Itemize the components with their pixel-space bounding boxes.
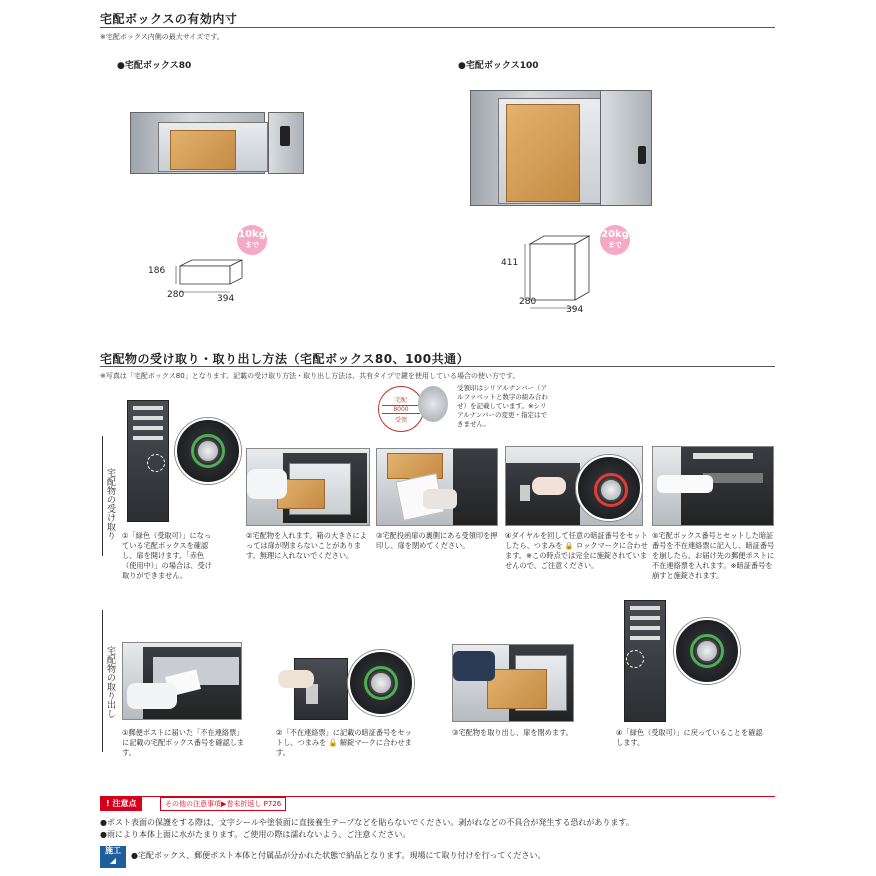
box80-depth: 280	[167, 290, 185, 300]
construction-note: ●宅配ボックス、郵便ポスト本体と付属品が分かれた状態で納品となります。現場にて取り付けを行ってください。	[131, 851, 546, 860]
stamp-top: 宅配	[394, 397, 407, 404]
stamp-number: 8000	[382, 405, 420, 414]
caution-label: 注意点	[112, 799, 137, 808]
caution-bullet-1: ●ポスト表面の保護をする際は、文字シールや塗装面に直接養生テープなどを貼らないでください。剥がれなどの不具合が発生する恐れがあります。	[100, 818, 634, 827]
receive-step1-zoom	[175, 418, 241, 484]
box100-carton	[506, 104, 580, 202]
box80-lock-icon	[280, 126, 290, 146]
box100-depth: 280	[519, 297, 537, 307]
section1-title: 宅配ボックスの有効内寸	[100, 12, 238, 26]
receive-step2-photo	[246, 448, 370, 526]
box80-weight-unit: まで	[245, 241, 259, 249]
section2-note: ※写真は「宅配ボックス80」となります。記載の受け取り方法・取り出し方法は、共有タイプで鍵を使用している場合の使い方です。	[100, 372, 520, 380]
takeout-step4-photo	[620, 600, 744, 724]
stamp-tool-photo	[418, 386, 448, 422]
receive-step5-photo	[652, 446, 774, 526]
takeout-label: 宅配物の取り出し	[105, 646, 115, 718]
stamp-bottom: 受領	[394, 417, 407, 424]
takeout-step3-photo	[452, 644, 574, 722]
receive-step1-caption: ①「緑色（受取可）」になっている宅配ボックスを確認し、扉を開けます。「赤色（使用中）」の場合は、受け取りができません。	[122, 531, 212, 580]
caution-icon: !	[106, 799, 110, 808]
box100-height: 411	[501, 258, 519, 268]
receive-step3-photo	[376, 448, 498, 526]
construction-tag	[100, 846, 126, 868]
box80-name: ●宅配ボックス80	[117, 61, 192, 71]
receive-label: 宅配物の受け取り	[105, 468, 115, 540]
caution-label-box	[100, 796, 142, 811]
receive-step4-zoom	[576, 455, 642, 521]
box80-carton	[170, 130, 236, 170]
dial-icon	[196, 439, 220, 463]
box80-dimension-diagram	[160, 258, 270, 308]
stamp-description: 受領印はシリアルナンバー（アルファベットと数字の組み合わせ）を記載しています。※シリアルナンバーの変更・指定はできません。	[457, 384, 548, 428]
takeout-step2-zoom	[348, 650, 414, 716]
receive-step4-photo	[505, 446, 643, 526]
receive-step4-caption: ④ダイヤルを回して任意の暗証番号をセットしたら、つまみを 🔒 ロックマークに合わせます。※この時点では完全に施錠されていませんので、ご注意ください。	[505, 531, 648, 570]
box100-width: 394	[566, 305, 584, 315]
box100-name: ●宅配ボックス100	[458, 61, 539, 71]
caution-link[interactable]: その他の注意事項▶巻末折返し P726	[160, 797, 286, 811]
takeout-step4-caption: ④「緑色（受取可）」に戻っていることを確認します。	[616, 728, 763, 747]
box100-photo	[470, 90, 655, 206]
takeout-step3-caption: ③宅配物を取り出し、扉を閉めます。	[452, 728, 573, 737]
receipt-stamp	[378, 386, 424, 432]
section2-title: 宅配物の受け取り・取り出し方法（宅配ボックス80、100共通）	[100, 352, 470, 366]
construction-tag-label: 施工	[105, 846, 121, 855]
receive-step1-photo	[125, 400, 241, 524]
box80-weight-badge	[237, 225, 267, 255]
box80-height: 186	[148, 266, 166, 276]
box100-lock-icon	[638, 146, 646, 164]
section1-note: ※宅配ボックス内側の最大サイズです。	[100, 33, 224, 41]
box80-width: 394	[217, 294, 235, 304]
takeout-step2-photo	[276, 640, 416, 722]
section2-rule	[100, 366, 775, 367]
takeout-step4-zoom	[674, 618, 740, 684]
dial-icon-t2	[369, 671, 393, 695]
dial-icon-t4	[695, 639, 719, 663]
receive-step3-caption: ③宅配投函扉の裏側にある受領印を押印し、扉を閉めてください。	[376, 531, 498, 550]
box100-weight: 20kg	[601, 229, 629, 240]
dial-icon-4	[599, 478, 623, 502]
caution-bullet-2: ●雨により本体上面に水がたまります。ご使用の際は濡れないよう、ご注意ください。	[100, 830, 411, 839]
trowel-icon: ◢	[109, 856, 117, 865]
takeout-step2-caption: ②「不在連絡票」に記載の暗証番号をセットし、つまみを 🔓 解錠マークに合わせます。	[276, 728, 412, 757]
box100-weight-unit: まで	[608, 241, 622, 249]
takeout-step1-caption: ①郵便ポストに届いた「不在連絡票」に記載の宅配ボックス番号を確認します。	[122, 728, 245, 757]
takeout-step1-photo	[122, 642, 242, 720]
receive-step2-caption: ②宅配物を入れます。箱の大きさによっては扉が閉まらないことがあります。無理に入れないでください。	[246, 531, 367, 560]
section1-rule	[100, 27, 775, 28]
receive-step5-caption: ⑤宅配ボックス番号とセットした暗証番号を不在連絡票に記入し、暗証番号を崩したら、お届け先の郵便ポストに不在連絡票を入れます。※暗証番号を崩すと施錠されます。	[652, 531, 775, 580]
box80-weight: 10kg	[238, 229, 266, 240]
box80-photo	[130, 112, 305, 174]
